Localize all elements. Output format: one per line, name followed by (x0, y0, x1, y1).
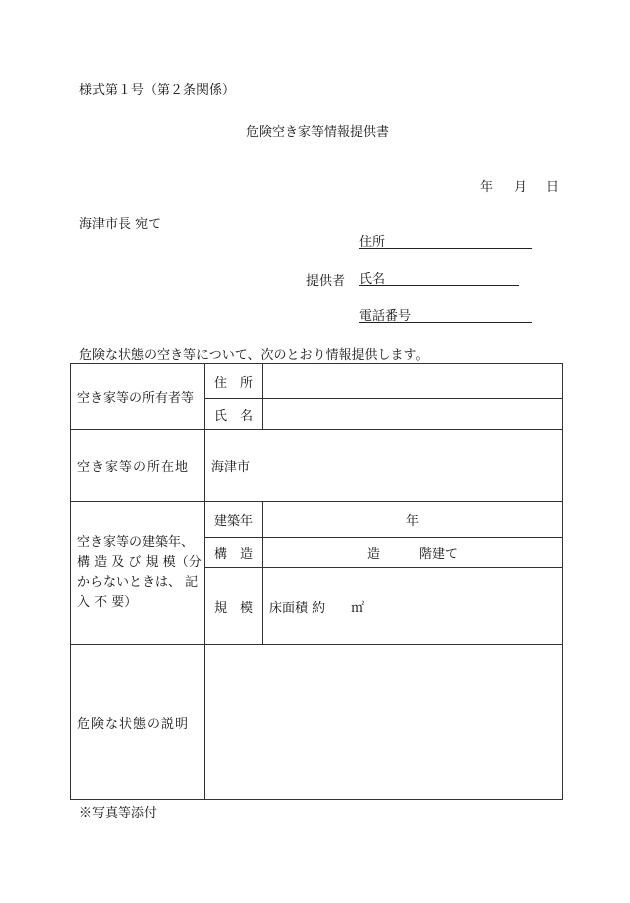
owner-name-input[interactable] (263, 399, 563, 430)
footnote: ※写真等添付 (79, 806, 158, 821)
year-label: 建築年 (205, 502, 263, 538)
owner-address-row (71, 364, 563, 399)
danger-row (71, 645, 563, 800)
intro-text: 危険な状態の空き等について、次のとおり情報提供します。 (79, 348, 429, 363)
provider-name-label: 氏名 (359, 272, 386, 287)
provider-address-label: 住所 (359, 235, 386, 250)
location-input[interactable] (205, 430, 563, 502)
scale-input[interactable] (263, 568, 563, 645)
year-unit: 年 (405, 514, 419, 529)
date-year: 年 (480, 180, 494, 195)
location-row (71, 430, 563, 502)
scale-value: 床面積 約 ㎡ (269, 600, 365, 616)
year-input[interactable] (263, 502, 563, 538)
owner-address-label: 住 所 (205, 364, 263, 399)
owner-name-label: 氏 名 (205, 399, 263, 430)
addressee: 海津市長 宛て (79, 217, 162, 232)
form-number: 様式第１号（第２条関係） (79, 83, 236, 98)
owner-label: 空き家等の所有者等 (71, 364, 205, 430)
date-day: 日 (546, 180, 560, 195)
structure-label: 構 造 (205, 538, 263, 568)
owner-address-input[interactable] (263, 364, 563, 399)
date-month: 月 (514, 180, 528, 195)
structure-value: 造 階建て (366, 547, 458, 562)
provider-phone-label: 電話番号 (359, 309, 412, 324)
year-row (71, 502, 563, 538)
document-title: 危険空き家等情報提供書 (246, 125, 390, 140)
building-label: 空き家等の建築年、構 造 及 び 規 模（分からないときは、 記 入 不 要） (71, 502, 205, 645)
provider-phone-field[interactable] (359, 305, 532, 323)
danger-label: 危険な状態の説明 (71, 645, 205, 800)
structure-input[interactable] (263, 538, 563, 568)
provider-label: 提供者 (306, 274, 346, 289)
location-value: 海津市 (211, 460, 251, 475)
scale-label: 規 模 (205, 568, 263, 645)
location-label: 空き家等の所在地 (71, 430, 205, 502)
danger-description-input[interactable] (205, 645, 563, 800)
provider-name-field[interactable] (359, 268, 519, 286)
provider-address-field[interactable] (359, 231, 532, 249)
info-table (70, 363, 563, 800)
